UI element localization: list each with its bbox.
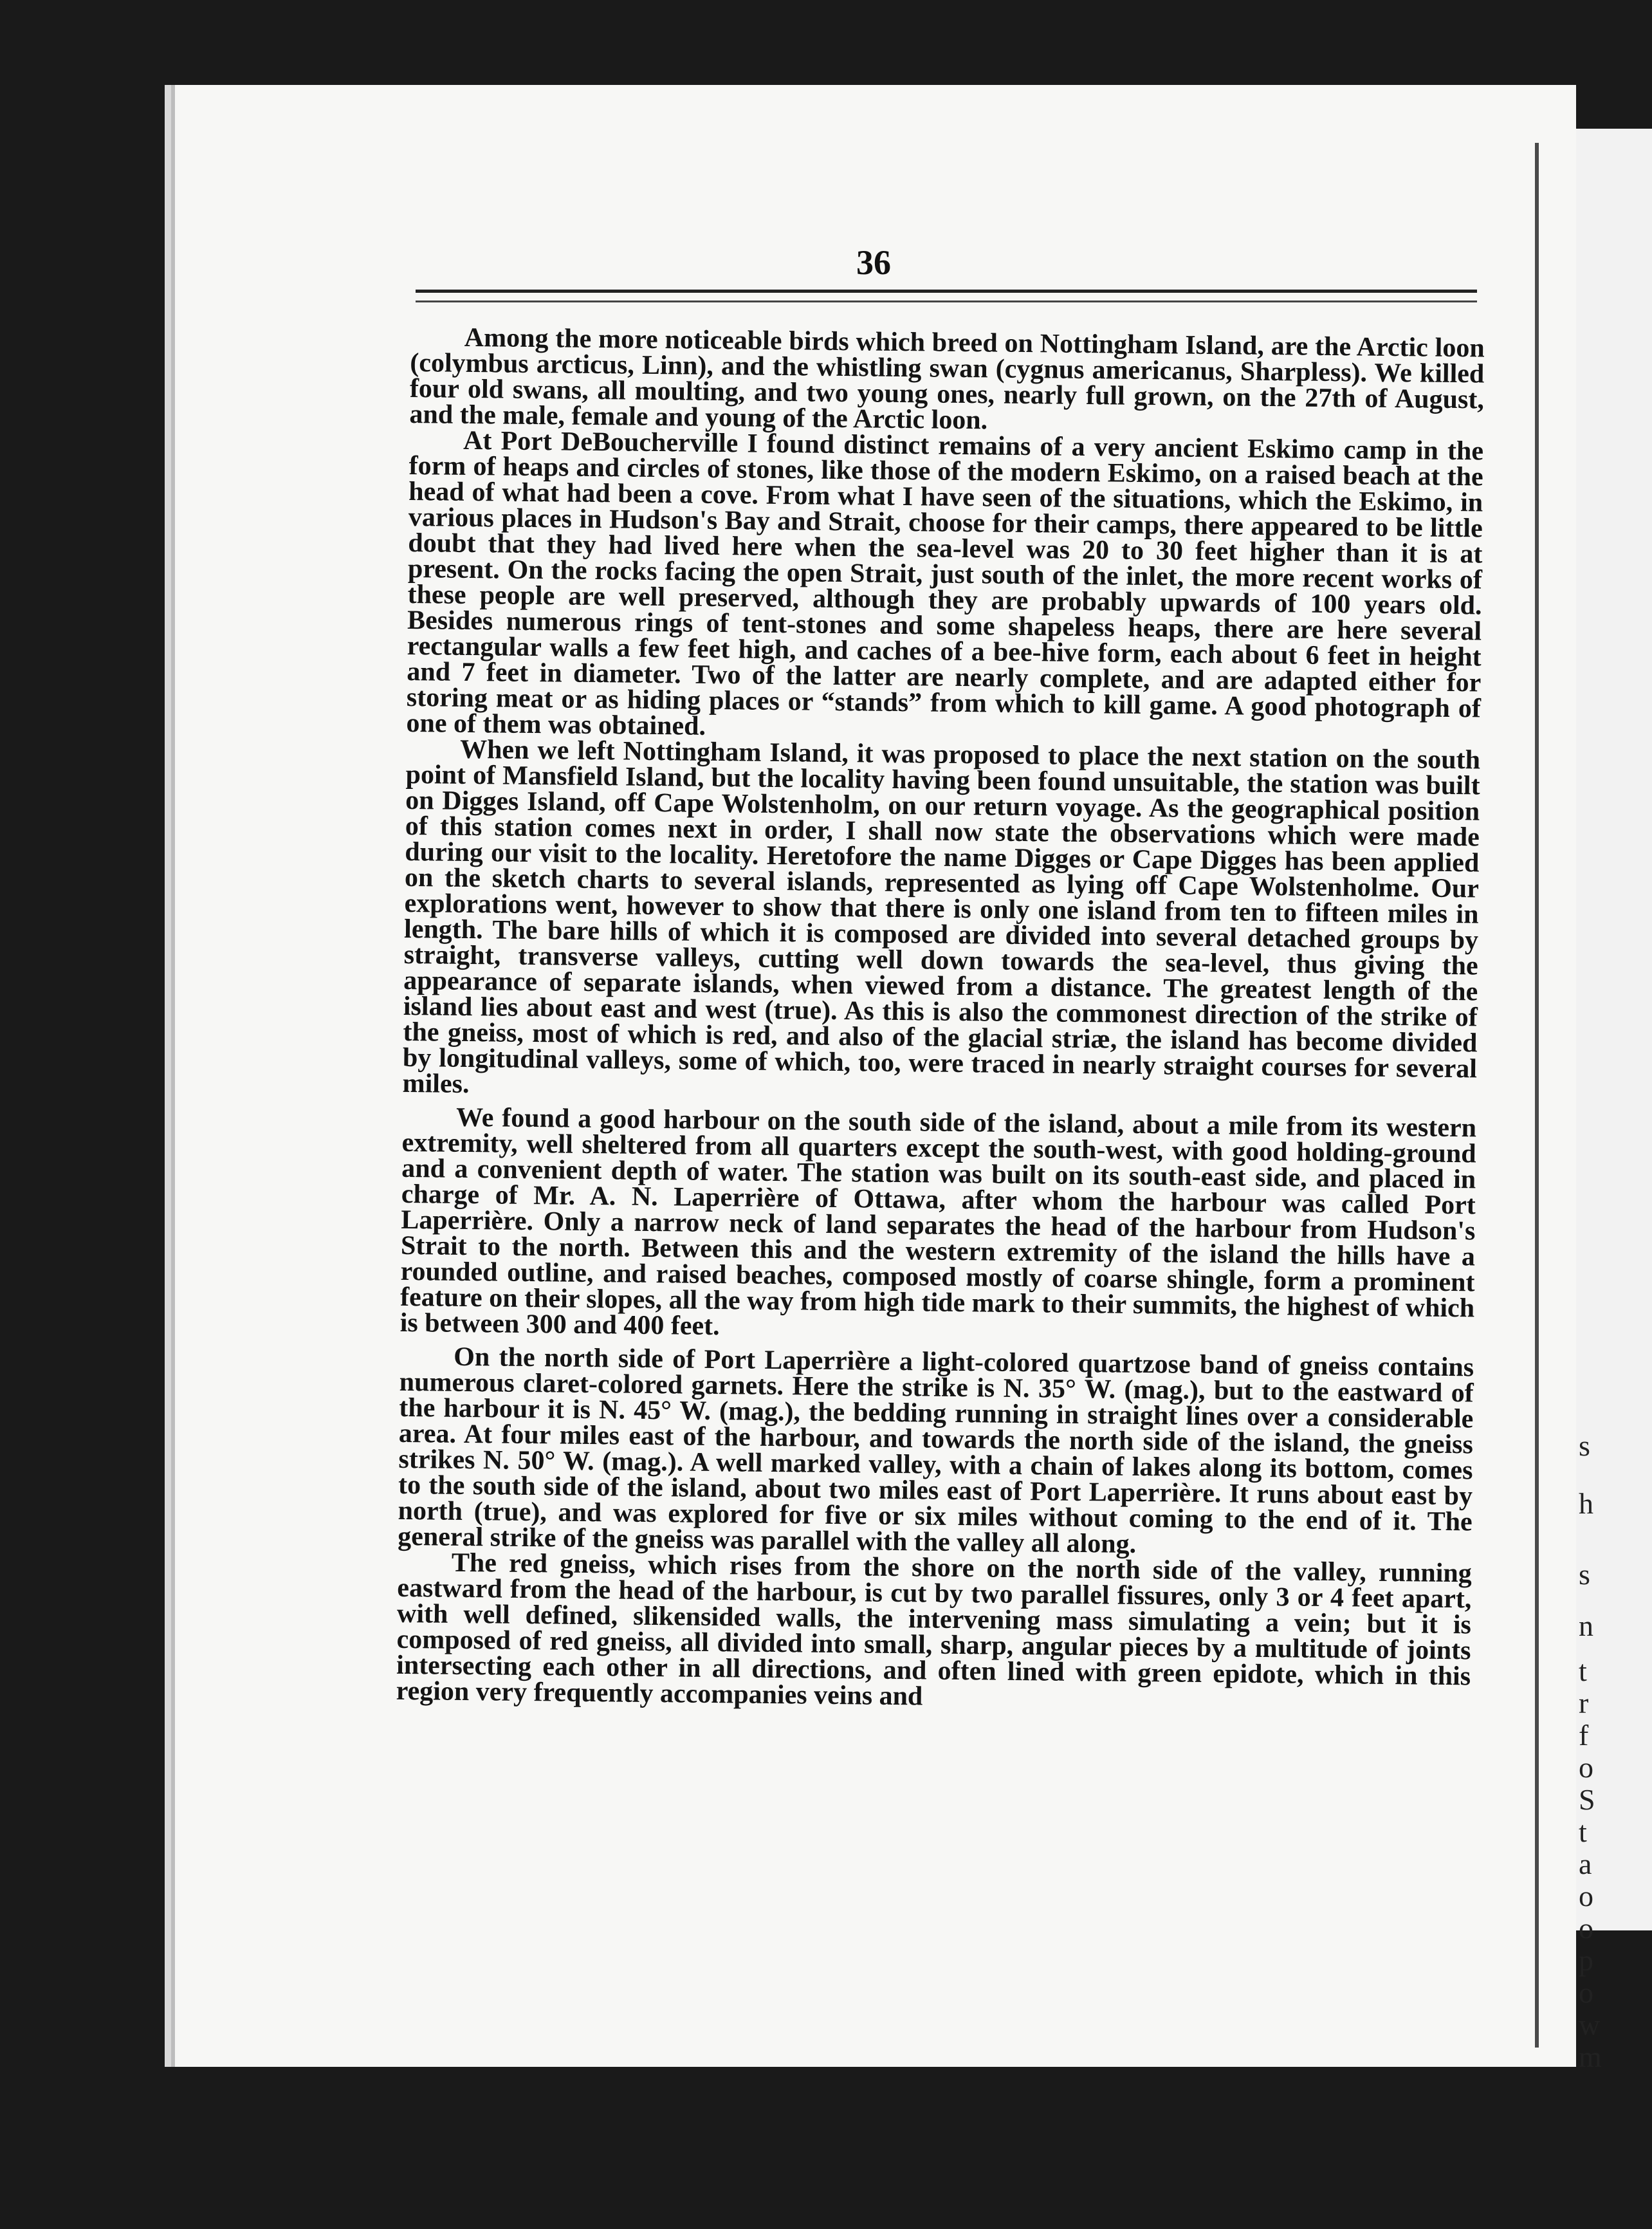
adjacent-fragment: m bbox=[1579, 2040, 1602, 2073]
page-gutter-line bbox=[1535, 143, 1539, 2048]
adjacent-fragment: s bbox=[1579, 1558, 1590, 1591]
adjacent-fragment: p bbox=[1579, 1944, 1593, 1977]
paragraph: The red gneiss, which rises from the shore on the north side of the valley, running eastward from the head of the harbour, is cut by two parallel fissures, only 3 or 4 feet apart, with well defined, slikensided walls, the intervening mass simulating a vein; but it is composed of red gneiss, all divided into small, sharp, angular pieces by a multitude of joints intersecting each other in all directions, and often lined with green epidote, which in this region very frequently accompanies veins and bbox=[396, 1548, 1473, 1712]
adjacent-fragment: a bbox=[1579, 1847, 1592, 1880]
paragraph: When we left Nottingham Island, it was proposed to place the next station on the south point of Mansfield Island, but the locality having been found unsuitable, the station was built on Digges Island, off Cape Wolstenholm, on our return voyage. As the geographical position of this station comes next in order, I shall now state the observations which were made during our visit to the locality. Heretofore the name Digges or Cape Digges has been applied on the sketch charts to several islands, represented as lying off Cape Wolstenholme. Our explorations went, however to show that there is only one island from ten to fifteen miles in length. The bare hills of which it is composed are divided into several detached groups by straight, transverse valleys, cutting well down towards the sea-level, thus giving the appearance of separate islands, when viewed from a distance. The greatest length of the island lies about east and west (true). As this is also the commonest direction of the strike of the gneiss, most of which is red, and also of the glacial striæ, the island has become divided by longitudinal valleys, some of which, too, were traced in nearly straight courses for several miles. bbox=[402, 734, 1481, 1100]
body-text bbox=[396, 324, 1485, 1715]
header-rule bbox=[416, 290, 1477, 302]
paragraph: We found a good harbour on the south side of the island, about a mile from its western extremity, well sheltered from all quarters except the south-west, with good holding-ground and a convenient depth of water. The station was built on its south-east side, and placed in charge of Mr. A. N. Laperrière of Ottawa, after whom the harbour was called Port Laperrière. Only a narrow neck of land separates the head of the harbour from Hudson's Strait to the north. Between this and the western extremity of the island the hills have a rounded outline, and raised beaches, composed mostly of coarse shingle, form a prominent feature on their slopes, all the way from high tide mark to their summits, the highest of which is between 300 and 400 feet. bbox=[399, 1102, 1477, 1342]
adjacent-fragment: t bbox=[1579, 1654, 1587, 1687]
adjacent-fragment: s bbox=[1579, 1429, 1590, 1462]
adjacent-fragment: o bbox=[1579, 1976, 1593, 2009]
scanned-page bbox=[165, 85, 1576, 2067]
adjacent-fragment: o bbox=[1579, 1912, 1593, 1945]
adjacent-fragment: r bbox=[1579, 1687, 1589, 1719]
adjacent-fragment: o bbox=[1579, 1880, 1593, 1912]
adjacent-fragment: t bbox=[1579, 1815, 1587, 1848]
adjacent-fragment: o bbox=[1579, 1751, 1593, 1784]
paragraph: On the north side of Port Laperrière a light-colored quartzose band of gneiss contains numerous claret-colored garnets. Here the strike is N. 35° W. (mag.), but to the eastward of the harbour it is N. 45° W. (mag.), the bedding running in straight lines over a considerable area. At four miles east of the harbour, and towards the north side of the island, the gneiss strikes N. 50° W. (mag.). A well marked valley, with a chain of lakes along its bottom, comes to the south side of the island, about two miles east of Port Laperrière. It runs about east by north (true), and was explored for five or six miles without coming to the end of it. The general strike of the gneiss was parallel with the valley all along. bbox=[398, 1342, 1474, 1559]
page-number: 36 bbox=[856, 243, 891, 282]
paragraph: At Port DeBoucherville I found distinct remains of a very ancient Eskimo camp in the form of heaps and circles of stones, like those of the modern Eskimo, on a raised beach at the head of what had been a cove. From what I have seen of the situations, which the Eskimo, in various places in Hudson's Bay and Strait, choose for their camps, there appeared to be little doubt that they had lived here when the sea-level was 20 to 30 feet higher than it is at present. On the rocks facing the open Strait, just south of the inlet, the more recent works of these people are well preserved, although they are probably upwards of 100 years old. Besides numerous rings of tent-stones and some shapeless heaps, there are here several rectangular walls a few feet high, and caches of a bee-hive form, each about 6 feet in height and 7 feet in diameter. Two of the latter are nearly complete, and are adapted either for storing meat or as hiding places or “stands” from which to kill game. A good photograph of one of them was obtained. bbox=[406, 425, 1484, 741]
adjacent-fragment: S bbox=[1579, 1783, 1595, 1816]
adjacent-fragment: n bbox=[1579, 1609, 1593, 1642]
adjacent-fragment: h bbox=[1579, 1487, 1593, 1520]
adjacent-fragment: f bbox=[1579, 1719, 1589, 1752]
adjacent-page-edge bbox=[1570, 129, 1652, 2073]
adjacent-fragment: w bbox=[1579, 2008, 1601, 2041]
paragraph: Among the more noticeable birds which breed on Nottingham Island, are the Arctic loon (colymbus arcticus, Linn), and the whistling swan (cygnus americanus, Sharpless). We killed four old swans, all moulting, and two young ones, nearly full grown, on the 27th of August, and the male, female and young of the Arctic loon. bbox=[409, 322, 1485, 436]
